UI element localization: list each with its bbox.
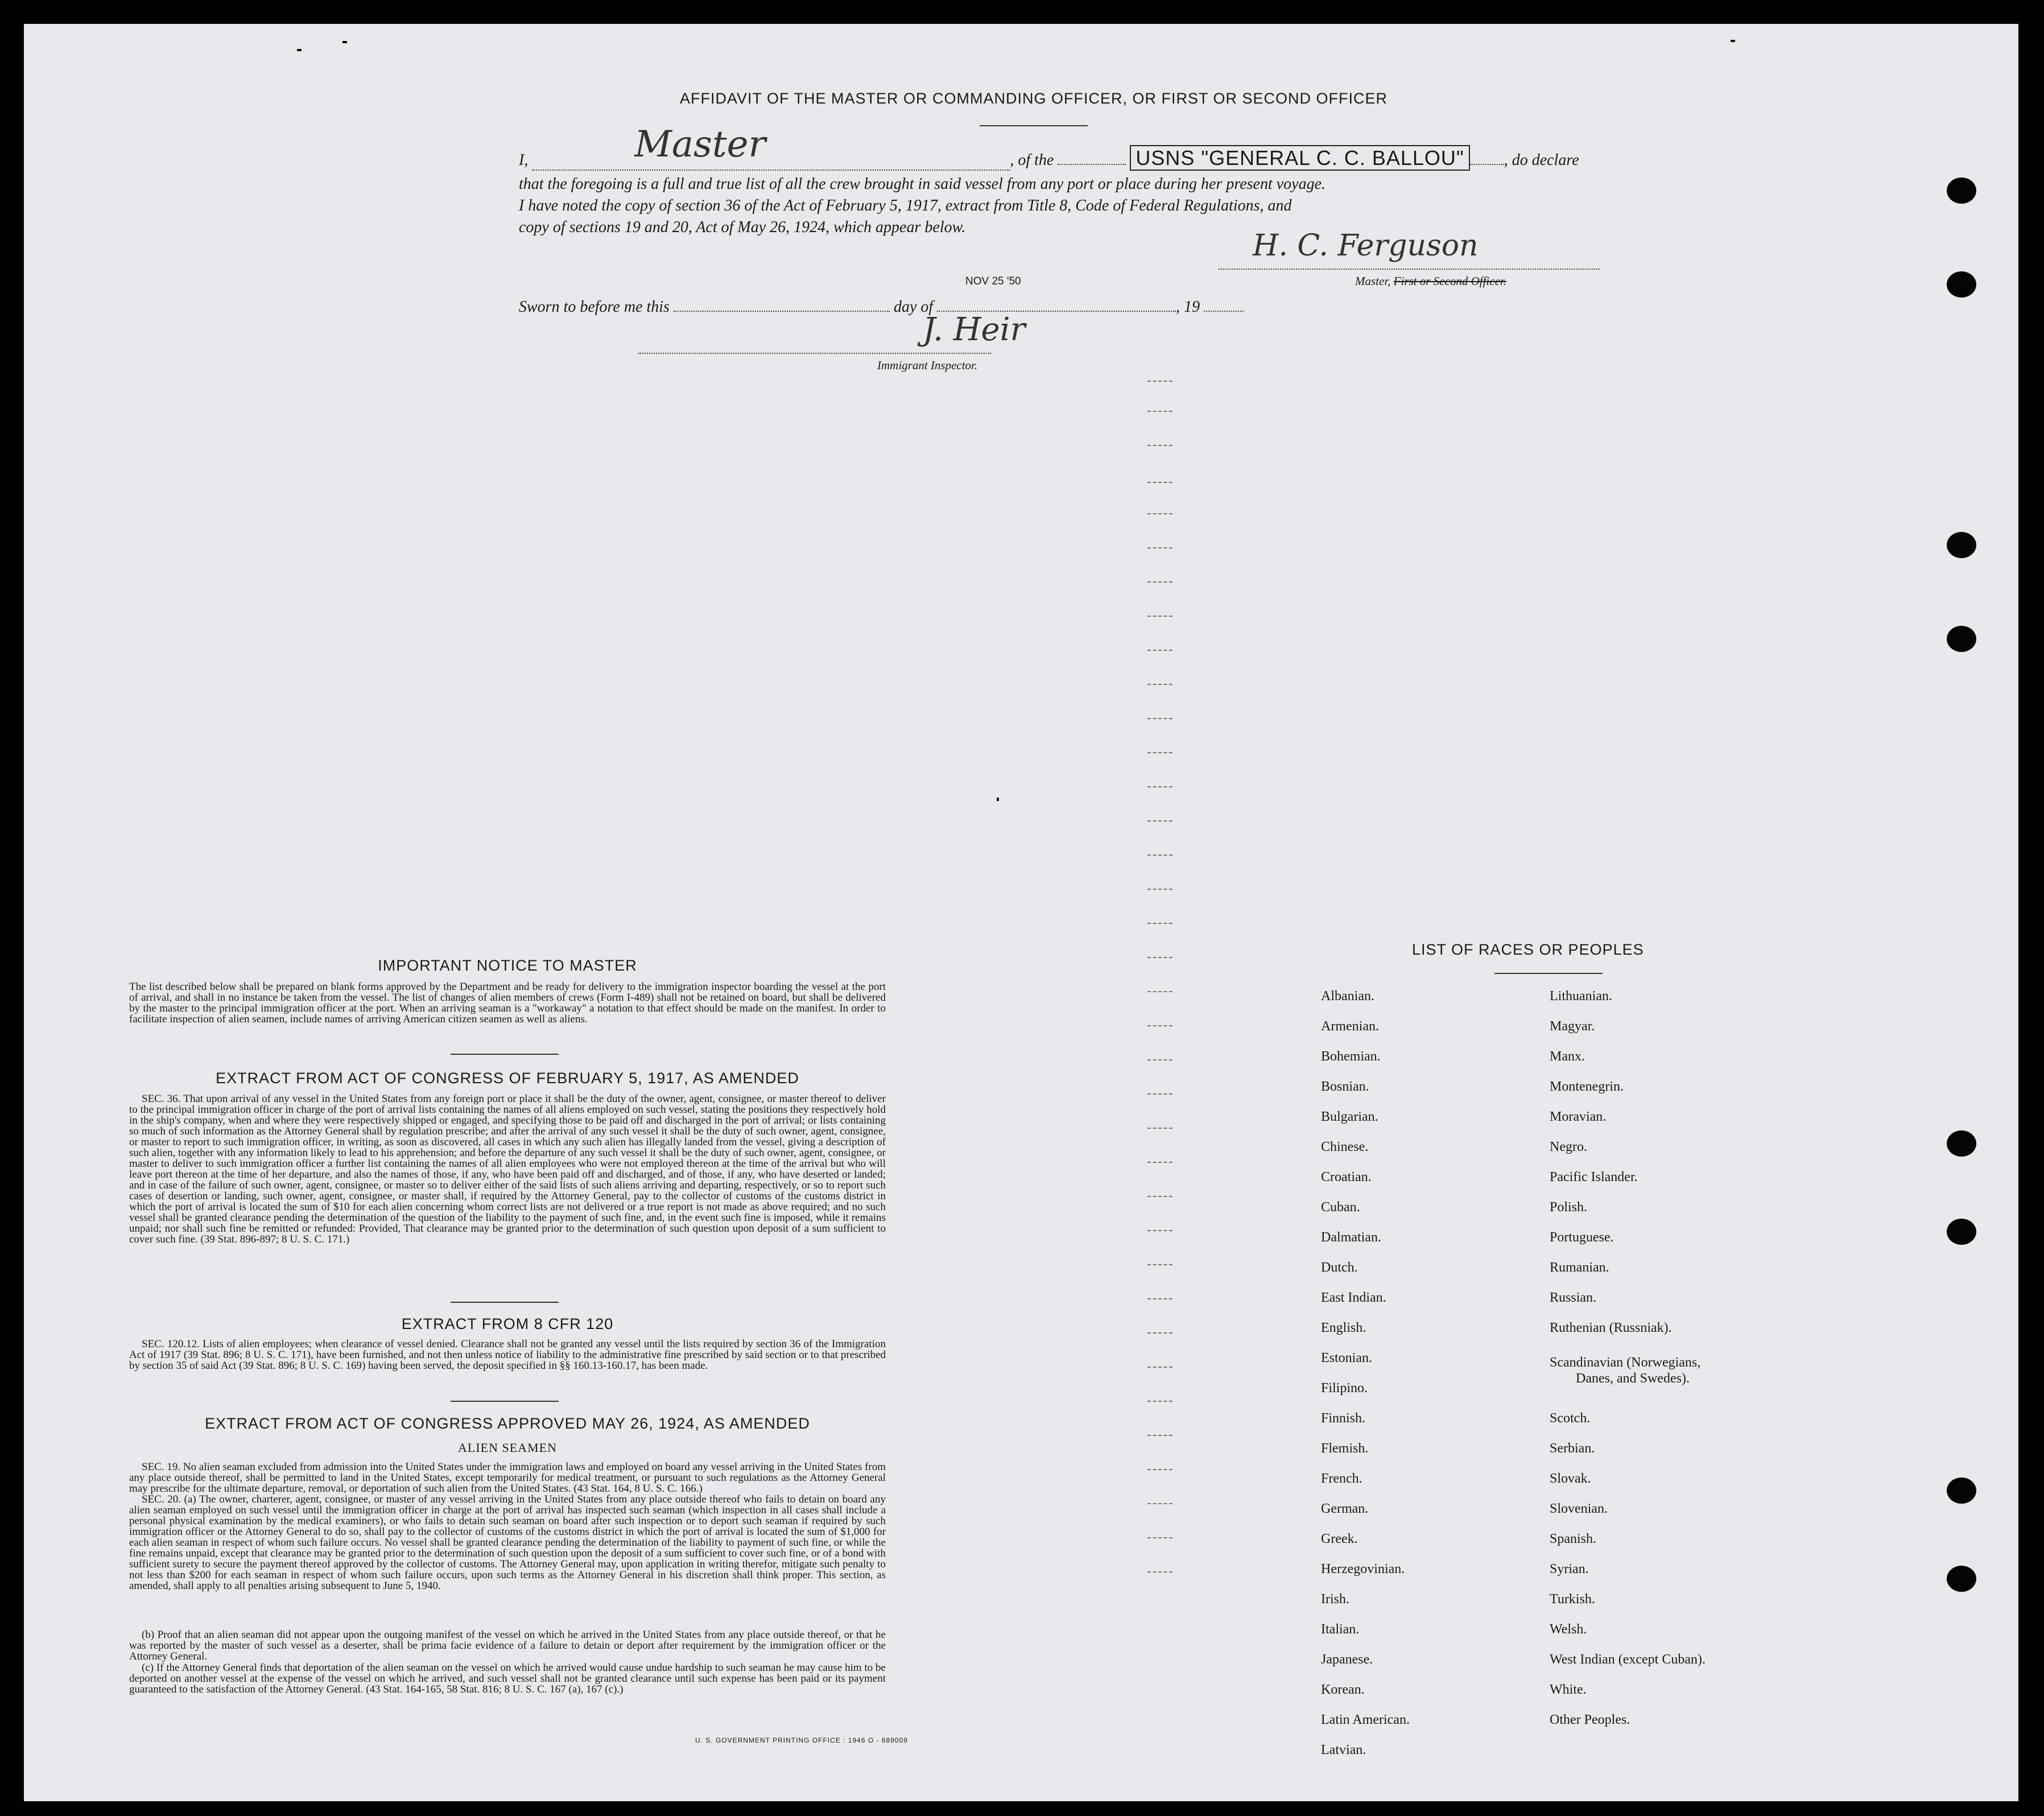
race-item: Negro. [1550, 1140, 1587, 1154]
master-caption: Master, First or Second Officer. [1355, 274, 1506, 288]
race-item: Irish. [1321, 1592, 1349, 1607]
title-divider [980, 125, 1088, 126]
extract-1917-body: SEC. 36. That upon arrival of any vessel in the United States from any foreign port or place it shall be the duty of the owner, agent, consignee, or master thereof to deliver to the principal immigration officer in charge of the port of arrival lists containing the names of all aliens employed on such vessel, stating the positions they respectively hold in the ship's company, when and where they were respectively shipped or engaged, and specifying those to be paid off and discharged in the port of arrival; or lists containing so much of such information as the Attorney General shall by regulation prescribe; and after the arrival of any such vessel it shall be the duty of such owner, agent, consignee, or master to report to such immigration officer, in writing, as soon as discovered, all cases in which any such alien has illegally landed from the vessel, giving a description of such alien, together with any information likely to lead to his apprehension; and before the departure of any such vessel it shall be the duty of such owner, agent, consignee, or master to deliver to such immigration officer a further list containing the names of all alien employees who were not employed thereon at the time of the arrival but who will leave port thereon at the time of her departure, and also the names of those, if any, who have been paid off and discharged, and of those, if any, who have deserted or landed; and in case of the failure of such owner, agent, consignee, or master so to deliver either of the said lists of such aliens arriving and departing, respectively, or so to report such cases of desertion or landing, such owner, agent, consignee, or master shall, if required by the Attorney General, pay to the collector of customs of the customs district in which the port of arrival is located the sum of $10 for each alien concerning whom correct lists are not delivered or a true report is not made as above required; and no such vessel shall be granted clearance pending the determination of the question of the liability to the payment of such fine, and, in the event such fine is imposed, while it remains unpaid; nor shall such fine be remitted or refunded: Provided, That clearance may be granted prior to the determination of such question upon deposit of a sum sufficient to cover such fine. (39 Stat. 896-897; 8 U. S. C. 171.) [129, 1093, 886, 1245]
race-item: Dutch. [1321, 1260, 1358, 1275]
race-item: Slovenian. [1550, 1501, 1608, 1516]
race-item: Latvian. [1321, 1743, 1366, 1757]
notice-title: IMPORTANT NOTICE TO MASTER [378, 957, 637, 974]
punch-hole [1947, 1130, 1976, 1157]
race-item: West Indian (except Cuban). [1550, 1652, 1706, 1667]
race-item: Albanian. [1321, 989, 1374, 1004]
signer-handwriting: Master [634, 123, 766, 166]
race-item: Flemish. [1321, 1441, 1369, 1456]
punch-hole [1947, 178, 1976, 204]
race-item: Filipino. [1321, 1381, 1368, 1396]
race-item: Korean. [1321, 1682, 1365, 1697]
signer-field [532, 123, 1010, 171]
punch-hole [1947, 1219, 1976, 1245]
printer-imprint: U. S. GOVERNMENT PRINTING OFFICE : 1946 O - 689009 [695, 1736, 908, 1744]
race-item: Bosnian. [1321, 1079, 1369, 1094]
i-label: I, [519, 151, 528, 169]
race-item: Danes, and Swedes). [1576, 1371, 1690, 1386]
race-item: French. [1321, 1471, 1362, 1486]
race-item: Slovak. [1550, 1471, 1591, 1486]
declaration-line-3: I have noted the copy of section 36 of the Act of February 5, 1917, extract from Title 8, Code of Federal Regulations, and [519, 197, 1292, 214]
race-item: Portuguese. [1550, 1230, 1614, 1245]
race-item: Russian. [1550, 1290, 1597, 1305]
race-item: Chinese. [1321, 1140, 1369, 1154]
race-item: Serbian. [1550, 1441, 1595, 1456]
notice-body: The list described below shall be prepared on blank forms approved by the Department and be ready for delivery to the immigration inspector boarding the vessel at the port of arrival, and shall in no instance be taken from the vessel. The list of changes of alien members of crews (Form I-489) shall not be retained on board, but shall be delivered by the master to the principal immigration officer at the port. When an arriving seaman is a "workaway" a notation to that effect should be made on the manifest. In order to facilitate inspection of alien seamen, include names of arriving American citizen seamen as well as aliens. [129, 981, 886, 1025]
master-signature-line [1219, 269, 1600, 270]
day-of-label: day of [893, 298, 934, 316]
extract-1924-title: EXTRACT FROM ACT OF CONGRESS APPROVED MAY 26, 1924, AS AMENDED [205, 1415, 810, 1432]
declaration-line-4: copy of sections 19 and 20, Act of May 26, 1924, which appear below. [519, 218, 966, 236]
race-item: English. [1321, 1320, 1366, 1335]
punch-hole [1947, 271, 1976, 298]
race-item: Montenegrin. [1550, 1079, 1624, 1094]
race-item: Armenian. [1321, 1019, 1379, 1034]
declaration-line-2: that the foregoing is a full and true list of all the crew brought in said vessel from any port or place during her present voyage. [519, 175, 1326, 193]
race-item: Manx. [1550, 1049, 1585, 1064]
race-item: Finnish. [1321, 1411, 1366, 1426]
punch-hole [1947, 1477, 1976, 1504]
sec-20b: (b) Proof that an alien seaman did not appear upon the outgoing manifest of the vessel on which he arrived in the United States from any place outside thereof, or that he was reported by the master of such vessel as a deserter, shall be prima facie evidence of a failure to detain or deport after requirement by the immigration officer or the Attorney General. [129, 1629, 886, 1662]
race-item: Greek. [1321, 1532, 1358, 1546]
race-item: Turkish. [1550, 1592, 1595, 1607]
race-item: Italian. [1321, 1622, 1360, 1637]
race-item: Rumanian. [1550, 1260, 1609, 1275]
extract-1917-title: EXTRACT FROM ACT OF CONGRESS OF FEBRUARY 5, 1917, AS AMENDED [216, 1070, 799, 1087]
race-item: White. [1550, 1682, 1587, 1697]
race-item: German. [1321, 1501, 1369, 1516]
race-item: Japanese. [1321, 1652, 1373, 1667]
sec-20c: (c) If the Attorney General finds that deportation of the alien seaman on the vessel on which he arrived would cause undue hardship to such seaman he may cause him to be deported on another vessel at the expense of the vessel on which he arrived, and such vessel shall not be granted clearance until such expense has been paid or its payment guaranteed to the satisfaction of the Attorney General. (43 Stat. 164-165, 58 Stat. 816; 8 U. S. C. 167 (a), 167 (c).) [129, 1662, 886, 1695]
race-item: Scotch. [1550, 1411, 1591, 1426]
race-item: Herzegovinian. [1321, 1562, 1405, 1576]
sworn-label: Sworn to before me this [519, 298, 670, 316]
extract-1924-subtitle: ALIEN SEAMEN [458, 1441, 557, 1455]
race-item: Pacific Islander. [1550, 1170, 1638, 1184]
inspector-signature: J. Heir [923, 311, 1026, 348]
races-title: LIST OF RACES OR PEOPLES [1412, 941, 1644, 958]
extract-cfr-title: EXTRACT FROM 8 CFR 120 [401, 1315, 614, 1332]
sworn-line [519, 297, 1617, 317]
declaration-line-1 [519, 123, 1617, 171]
inspector-caption: Immigrant Inspector. [877, 358, 978, 372]
race-item: Scandinavian (Norwegians, [1550, 1355, 1701, 1370]
sec-19: SEC. 19. No alien seaman excluded from admission into the United States under the immigration laws and employed on board any vessel arriving in the United States from any place outside thereof, shall be permitted to land in the United States, except temporarily for medical treatment, or pursuant to such regulations as the Attorney General may prescribe for the ultimate departure, removal, or deportation of such alien from the United States. (43 Stat. 164, 8 U. S. C. 166.) [129, 1461, 886, 1495]
race-item: Bohemian. [1321, 1049, 1381, 1064]
affidavit-title: AFFIDAVIT OF THE MASTER OR COMMANDING OFFICER, OR FIRST OR SECOND OFFICER [679, 90, 1388, 107]
race-item: Latin American. [1321, 1712, 1410, 1727]
race-item: Other Peoples. [1550, 1712, 1630, 1727]
extract-cfr-body: SEC. 120.12. Lists of alien employees; when clearance of vessel denied. Clearance shall not be granted any vessel until the lists required by section 36 of the Immigration Act of 1917 (39 Stat. 896; 8 U. S. C. 171), have been furnished, and not then unless notice of liability to the administrative fine prescribed by said section or to that prescribed by section 35 of said Act (39 Stat. 896; 8 U. S. C. 169) having been served, the deposit specified in §§ 160.13-160.17, has been made. [129, 1338, 886, 1372]
document-sheet [24, 24, 2018, 1801]
race-item: Estonian. [1321, 1351, 1372, 1365]
sec-20a: SEC. 20. (a) The owner, charterer, agent, consignee, or master of any vessel arriving in the United States from any place outside thereof who fails to detain on board any alien seaman employed on such vessel until the immigration officer in charge at the port of arrival has inspected such seaman (which inspection in all cases shall include a personal physical examination by the medical examiners), or who fails to detain such seaman on board after such inspection or to deport such seaman if required by such immigration officer or the Attorney General to do so, shall pay to the collector of customs of the customs district in which the port of arrival is located the sum of $1,000 for each alien seaman in respect of whom such failure occurs. No vessel shall be granted clearance pending the determination of the liability to payment of such fine, or while the fine remains unpaid, except that clearance may be granted prior to the determination of such question upon the deposit of a sum sufficient to cover such fine, or of a bond with sufficient surety to secure the payment thereof approved by the collector of customs. The Attorney General may, upon application in writing therefor, mitigate such penalty to not less than $200 for each seaman in respect of whom such failure occurs, upon such terms as the Attorney General in his discretion shall think proper. This section, as amended, shall apply to all penalties arising subsequent to June 5, 1940. [129, 1493, 886, 1592]
race-item: Magyar. [1550, 1019, 1595, 1034]
race-item: Ruthenian (Russniak). [1550, 1320, 1672, 1335]
punch-hole [1947, 1566, 1976, 1592]
race-item: Bulgarian. [1321, 1109, 1378, 1124]
race-item: Spanish. [1550, 1532, 1597, 1546]
race-item: Dalmatian. [1321, 1230, 1381, 1245]
race-item: East Indian. [1321, 1290, 1386, 1305]
race-item: Cuban. [1321, 1200, 1360, 1215]
punch-hole [1947, 626, 1976, 652]
race-item: Lithuanian. [1550, 989, 1612, 1004]
race-item: Syrian. [1550, 1562, 1589, 1576]
do-declare-label: , do declare [1504, 151, 1579, 169]
master-signature: H. C. Ferguson [1253, 229, 1479, 263]
year-label: , 19 [1176, 298, 1200, 316]
punch-hole [1947, 532, 1976, 558]
race-item: Welsh. [1550, 1622, 1587, 1637]
struck-officer-text: First or Second Officer. [1393, 274, 1506, 288]
of-the-label: , of the [1010, 151, 1054, 169]
race-item: Croatian. [1321, 1170, 1372, 1184]
race-item: Moravian. [1550, 1109, 1607, 1124]
date-stamp: NOV 25 '50 [965, 275, 1021, 287]
inspector-signature-line [638, 353, 991, 354]
race-item: Polish. [1550, 1200, 1588, 1215]
vessel-name-stamp: USNS "GENERAL C. C. BALLOU" [1130, 145, 1469, 171]
